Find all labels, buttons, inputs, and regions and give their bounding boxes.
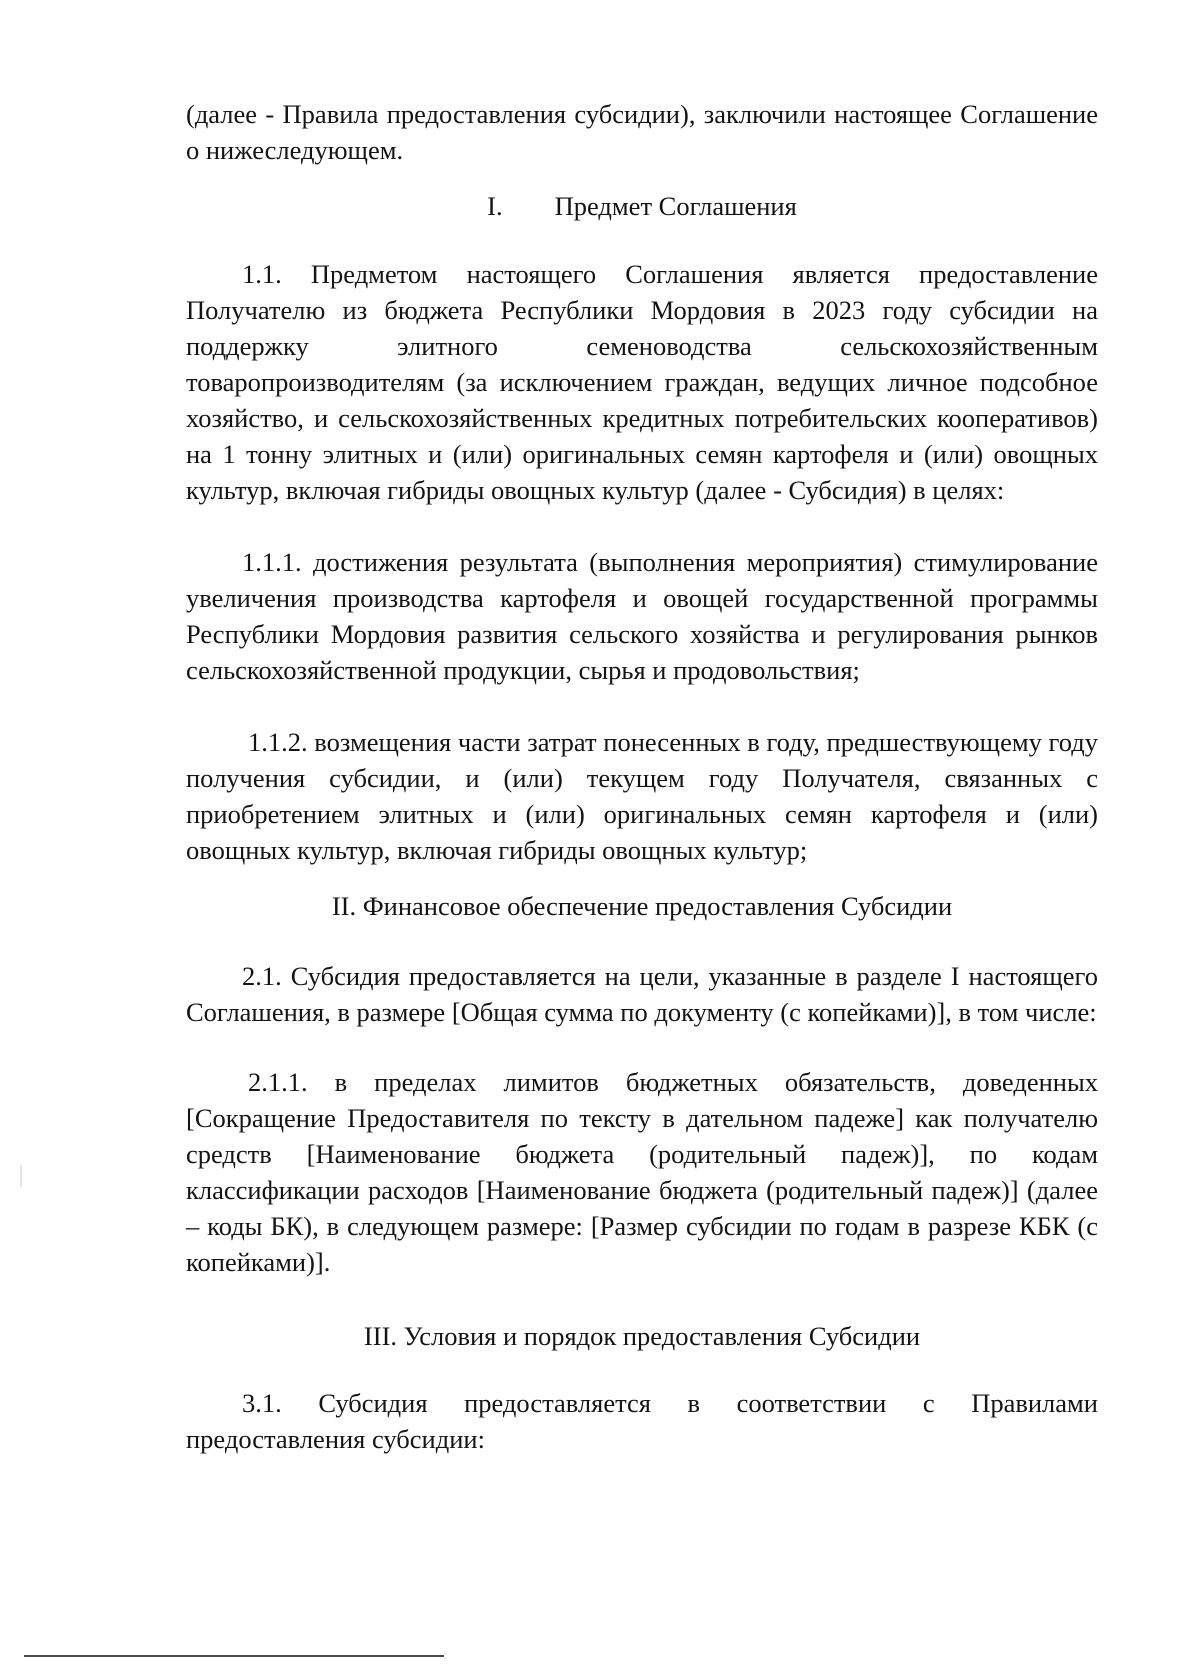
section-2-heading: II. Финансовое обеспечение предоставления Субсидии [331,891,953,921]
paragraph-1-1-2: 1.1.2. возмещения части затрат понесенных в году, предшествующему году получения субсидии, и (или) текущем году Получателя, связанных с приобретением элитных и (или) оригинальных семян картофеля и (или) овощных культур, включая гибриды овощных культур; [186,727,1098,865]
footnote-separator-line [24,1655,444,1657]
section-3-heading: III. Условия и порядок предоставления Субсидии [363,1321,921,1351]
section-1-heading [186,188,1098,224]
section-1-title: Предмет Соглашения [554,191,797,221]
paragraph-1-1-1: 1.1.1. достижения результата (выполнения мероприятия) стимулирование увеличения производства картофеля и овощей государственной программы Республики Мордовия развития сельского хозяйства и регулирования рынков сельскохозяйственной продукции, сырья и продовольствия; [186,547,1098,685]
section-1-number: I. [487,191,503,221]
paragraph-2-1-1: 2.1.1. в пределах лимитов бюджетных обязательств, доведенных [Сокращение Предоставителя по тексту в дательном падеже] как получателю средств [Наименование бюджета (родительный падеж)], по кодам классификации расходов [Наименование бюджета (родительный падеж)] (далее – коды БК), в следующем размере: [Размер субсидии по годам в разрезе КБК (с копейками)]. [186,1067,1098,1277]
scan-margin-mark [20,1165,22,1187]
intro-paragraph: (далее - Правила предоставления субсидии), заключили настоящее Соглашение о нижеследующем. [186,99,1098,165]
paragraph-1-1: 1.1. Предметом настоящего Соглашения является предоставление Получателю из бюджета Республики Мордовия в 2023 году субсидии на поддержку элитного семеноводства сельскохозяйственным товаропроизводителям (за исключением граждан, ведущих личное подсобное хозяйство, и сельскохозяйственных кредитных потребительских кооперативов) на 1 тонну элитных и (или) оригинальных семян картофеля и (или) овощных культур, включая гибриды овощных культур (далее - Субсидия) в целях: [186,259,1098,505]
paragraph-3-1: 3.1. Субсидия предоставляется в соответствии с Правилами предоставления субсидии: [186,1388,1098,1454]
paragraph-2-1: 2.1. Субсидия предоставляется на цели, указанные в разделе I настоящего Соглашения, в размере [Общая сумма по документу (с копейками)], в том числе: [186,961,1098,1027]
